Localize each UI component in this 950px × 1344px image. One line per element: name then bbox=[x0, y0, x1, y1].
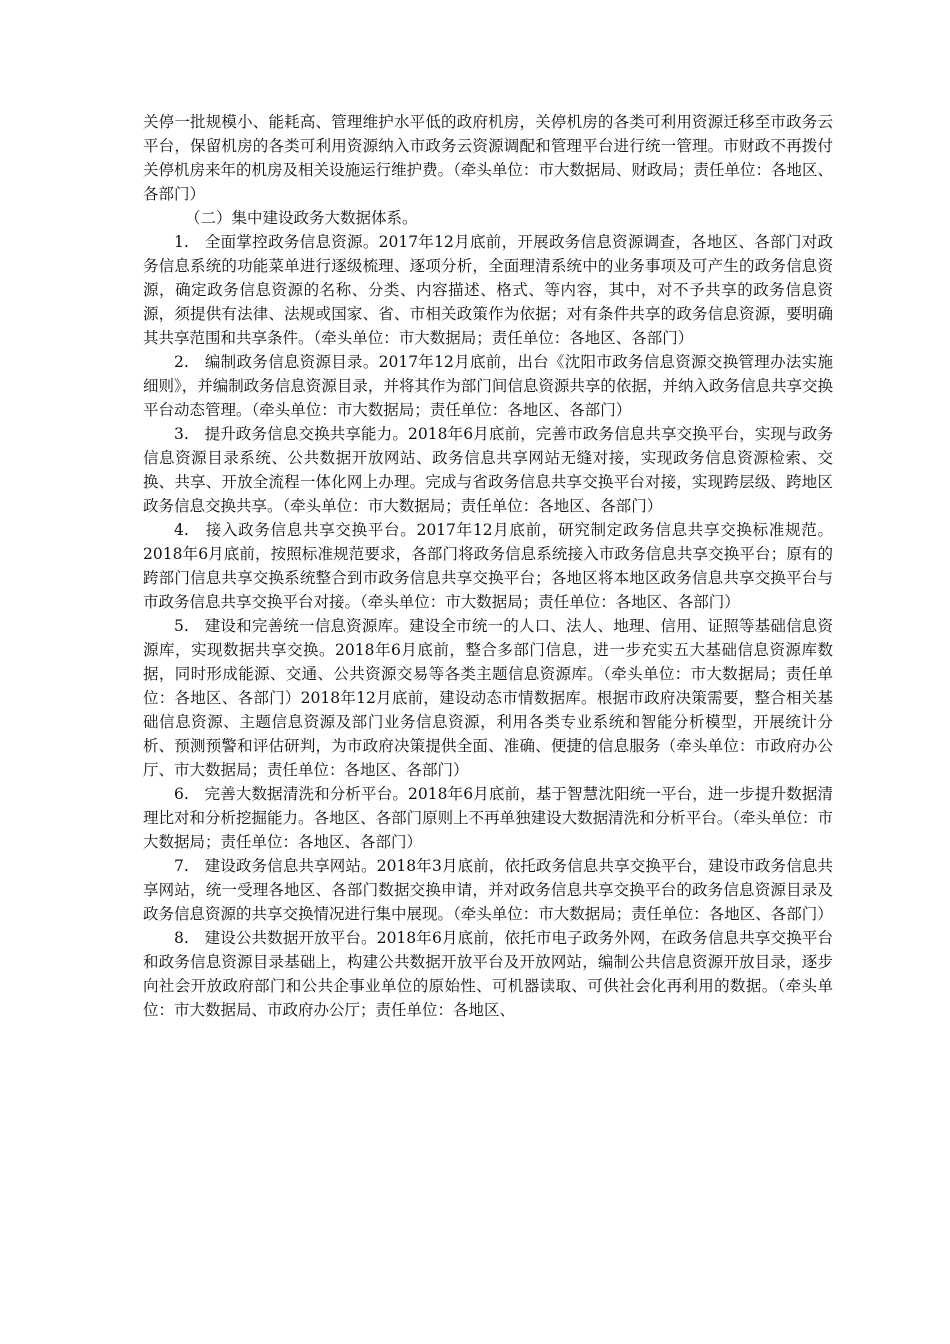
paragraph-continuation: 关停一批规模小、能耗高、管理维护水平低的政府机房，关停机房的各类可利用资源迁移至市政务云平台，保留机房的各类可利用资源纳入市政务云资源调配和管理平台进行统一管理。市财政不再拨付关停机房来年的机房及相关设施运行维护费。（牵头单位：市大数据局、财政局；责任单位：各地区、各部门） bbox=[143, 113, 833, 203]
list-item-2: 2. 编制政务信息资源目录。2017年12月底前，出台《沈阳市政务信息资源交换管理办法实施细则》，并编制政务信息资源目录，并将其作为部门间信息资源共享的依据，并纳入政务信息共享交换平台动态管理。（牵头单位：市大数据局；责任单位：各地区、各部门） bbox=[143, 353, 833, 419]
list-item-4: 4. 接入政务信息共享交换平台。2017年12月底前，研究制定政务信息共享交换标准规范。2018年6月底前，按照标准规范要求，各部门将政务信息系统接入市政务信息共享交换平台；原有的跨部门信息共享交换系统整合到市政务信息共享交换平台；各地区将本地区政务信息共享交换平台与市政务信息共享交换平台对接。（牵头单位：市大数据局；责任单位：各地区、各部门） bbox=[143, 521, 833, 611]
list-item-6: 6. 完善大数据清洗和分析平台。2018年6月底前，基于智慧沈阳统一平台，进一步提升数据清理比对和分析挖掘能力。各地区、各部门原则上不再单独建设大数据清洗和分析平台。（牵头单位：市大数据局；责任单位：各地区、各部门） bbox=[143, 785, 833, 851]
section-heading: （二）集中建设政务大数据体系。 bbox=[185, 209, 418, 227]
document-body bbox=[143, 110, 833, 1022]
list-item-3: 3. 提升政务信息交换共享能力。2018年6月底前，完善市政务信息共享交换平台，实现与政务信息资源目录系统、公共数据开放网站、政务信息共享网站无缝对接，实现政务信息资源检索、交换、共享、开放全流程一体化网上办理。完成与省政务信息共享交换平台对接，实现跨层级、跨地区政务信息交换共享。（牵头单位：市大数据局；责任单位：各地区、各部门） bbox=[143, 425, 833, 515]
list-item-7: 7. 建设政务信息共享网站。2018年3月底前，依托政务信息共享交换平台，建设市政务信息共享网站，统一受理各地区、各部门数据交换申请，并对政务信息共享交换平台的政务信息资源目录及政务信息资源的共享交换情况进行集中展现。（牵头单位：市大数据局；责任单位：各地区、各部门） bbox=[143, 857, 833, 923]
list-item-8: 8. 建设公共数据开放平台。2018年6月底前，依托市电子政务外网，在政务信息共享交换平台和政务信息资源目录基础上，构建公共数据开放平台及开放网站，编制公共信息资源开放目录，逐步向社会开放政府部门和公共企事业单位的原始性、可机器读取、可供社会化再利用的数据。（牵头单位：市大数据局、市政府办公厅；责任单位：各地区、 bbox=[143, 929, 833, 1019]
list-item-1: 1. 全面掌控政务信息资源。2017年12月底前，开展政务信息资源调查，各地区、各部门对政务信息系统的功能菜单进行逐级梳理、逐项分析，全面理清系统中的业务事项及可产生的政务信息资源，确定政务信息资源的名称、分类、内容描述、格式、等内容，其中，对不予共享的政务信息资源，须提供有法律、法规或国家、省、市相关政策作为依据；对有条件共享的政务信息资源，要明确其共享范围和共享条件。（牵头单位：市大数据局；责任单位：各地区、各部门） bbox=[143, 233, 833, 347]
list-item-5: 5. 建设和完善统一信息资源库。建设全市统一的人口、法人、地理、信用、证照等基础信息资源库，实现数据共享交换。2018年6月底前，整合多部门信息，进一步充实五大基础信息资源库数据，同时形成能源、交通、公共资源交易等各类主题信息资源库。（牵头单位：市大数据局；责任单位：各地区、各部门）2018年12月底前，建设动态市情数据库。根据市政府决策需要，整合相关基础信息资源、主题信息资源及部门业务信息资源，利用各类专业系统和智能分析模型，开展统计分析、预测预警和评估研判，为市政府决策提供全面、准确、便捷的信息服务（牵头单位：市政府办公厅、市大数据局；责任单位：各地区、各部门） bbox=[143, 617, 833, 779]
